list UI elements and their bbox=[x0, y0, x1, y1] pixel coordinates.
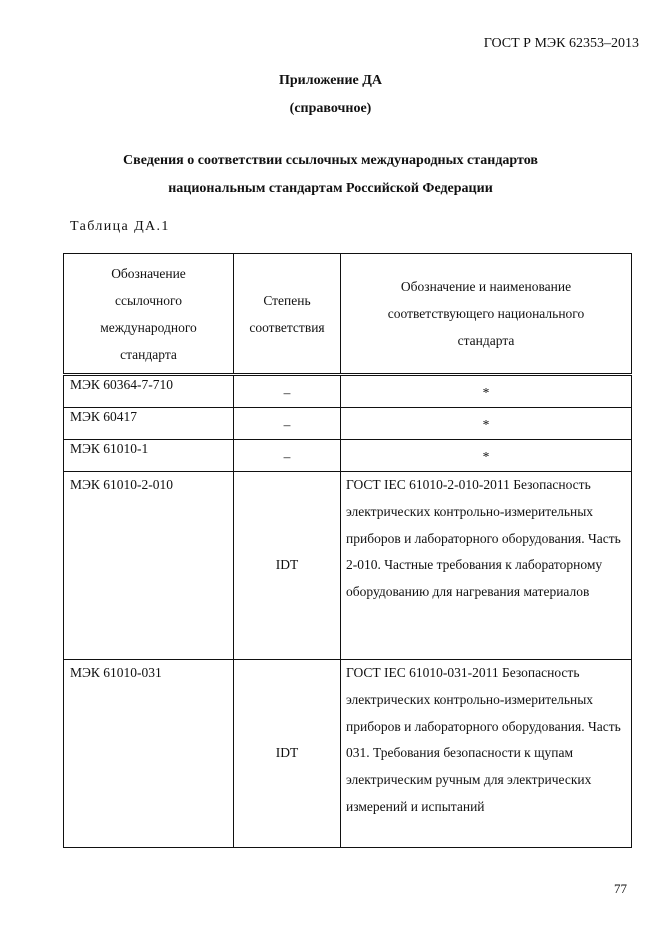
cell-reference: МЭК 61010-1 bbox=[64, 440, 234, 472]
section-heading-line2: национальным стандартам Российской Федерации bbox=[168, 181, 493, 196]
cell-national: ГОСТ IEC 61010-2-010-2011 Безопасность электрических контрольно-измерительных приборов и лабораторного оборудования. Часть 2-010. Частные требования к лабораторному оборудованию для нагревания материалов bbox=[341, 472, 632, 660]
cell-national: ГОСТ IEC 61010-031-2011 Безопасность электрических контрольно-измерительных приборов и лабораторного оборудования. Часть 031. Требования безопасности к щупам электрическим ручным для электрических измерений и испытаний bbox=[341, 660, 632, 848]
cell-national: * bbox=[341, 440, 632, 472]
column-header-national: Обозначение и наименование соответствующего национального стандарта bbox=[341, 254, 632, 375]
annex-type: (справочное) bbox=[289, 101, 372, 116]
cell-national: * bbox=[341, 375, 632, 408]
column-header-degree: Степень соответствия bbox=[234, 254, 341, 375]
table-row bbox=[64, 375, 632, 408]
table-row bbox=[64, 472, 632, 660]
correspondence-table bbox=[63, 253, 632, 848]
cell-degree: – bbox=[234, 375, 341, 408]
cell-reference: МЭК 61010-2-010 bbox=[64, 472, 234, 660]
cell-degree: – bbox=[234, 440, 341, 472]
cell-degree: IDT bbox=[234, 472, 341, 660]
table-row bbox=[64, 440, 632, 472]
table-row bbox=[64, 408, 632, 440]
cell-reference: МЭК 61010-031 bbox=[64, 660, 234, 848]
standard-code: ГОСТ Р МЭК 62353–2013 bbox=[483, 36, 639, 51]
cell-degree: IDT bbox=[234, 660, 341, 848]
table-header-row bbox=[64, 254, 632, 375]
section-heading-line1: Сведения о соответствии ссылочных международных стандартов bbox=[123, 153, 538, 168]
page-number: 77 bbox=[614, 881, 627, 896]
column-header-reference: Обозначение ссылочного международного стандарта bbox=[64, 254, 234, 375]
cell-national: * bbox=[341, 408, 632, 440]
table-row bbox=[64, 660, 632, 848]
cell-reference: МЭК 60364-7-710 bbox=[64, 375, 234, 408]
table-label: Таблица ДА.1 bbox=[70, 219, 170, 234]
cell-reference: МЭК 60417 bbox=[64, 408, 234, 440]
cell-degree: – bbox=[234, 408, 341, 440]
annex-title: Приложение ДА bbox=[278, 73, 383, 88]
